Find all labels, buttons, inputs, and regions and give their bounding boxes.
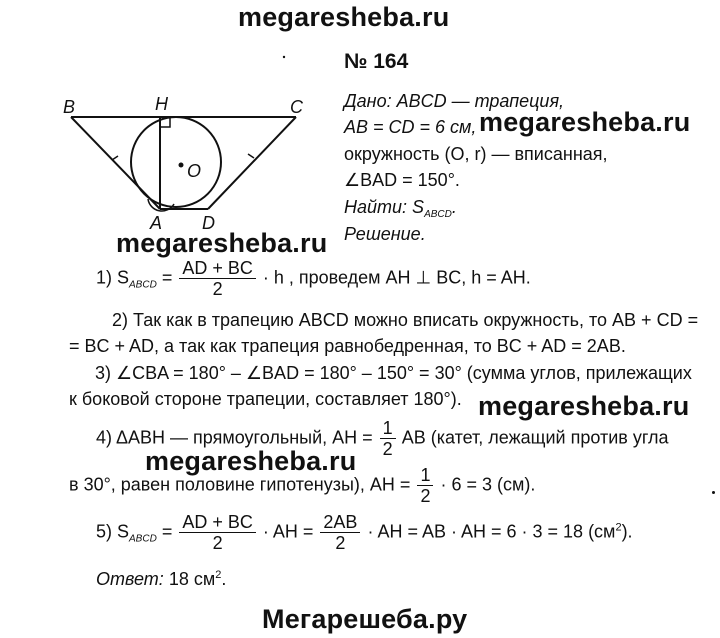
step-5-num-2: 2AB [320,512,360,533]
center-o-point [179,163,184,168]
step-3-line-2: к боковой стороне трапеции, составляет 180°). [69,389,462,409]
label-o: O [187,161,202,181]
find-sub: ABCD [424,209,452,220]
watermark-top: megaresheba.ru [238,2,450,32]
step-2-line-1: 2) Так как в трапецию ABCD можно вписать окружность, то AB + CD = [112,310,699,330]
step-3-line-1: 3) ∠CBA = 180° – ∠BAD = 180° – 150° = 30° (сумма углов, прилежащих [95,363,692,383]
label-c: C [290,97,303,117]
step-5-fraction-2 [320,512,360,553]
problem-number: № 164 [344,50,409,73]
step-5-den-2: 2 [335,533,346,553]
tick-cd [248,154,254,158]
step-4b-head: в 30°, равен половине гипотенузы), AH = [69,474,411,495]
step-5-mid: · AH = [262,521,319,542]
watermark-left-mid: megaresheba.ru [116,228,328,258]
label-b: B [63,97,76,117]
step-1 [96,258,531,299]
speck-dot [283,56,285,58]
step-4-cont [69,465,535,506]
step-4-head: 4) ΔABH — прямоугольный, AH = [96,427,373,448]
step-1-tail: · h , проведем AH ⊥ BC, h = AH. [262,267,531,288]
given-line-3: окружность (O, r) — вписанная, [344,144,608,164]
step-5-sup: 2 [615,521,622,534]
step-1-den: 2 [212,279,223,299]
answer-label: Ответ: [96,569,164,589]
step-5-den-1: 2 [212,533,223,553]
find-label: Найти: [344,197,408,217]
step-5 [96,512,633,553]
step-5-fraction-1 [179,512,256,553]
answer-sup: 2 [215,569,222,581]
watermark-right-mid: megaresheba.ru [479,107,691,137]
step-5-eq: = [156,521,178,542]
trapezoid-figure [0,0,340,240]
given-line-4: ∠BAD = 150°. [344,170,460,190]
step-4b-num: 1 [417,465,433,486]
step-5-prefix: 5) S [96,521,130,542]
step-4-fraction [380,418,396,459]
step-1-fraction [179,258,256,299]
given-line-2: AB = CD = 6 см, [344,117,477,137]
find-line [344,196,457,226]
step-4b-den: 2 [420,486,431,506]
step-4b-tail: · 6 = 3 (см). [440,474,536,495]
label-h: H [155,94,168,114]
step-1-prefix: 1) S [96,267,130,288]
watermark-left-low: megaresheba.ru [145,446,357,476]
watermark-bottom: Мегарешеба.ру [262,604,468,634]
step-4-tail: AB (катет, лежащий против угла [401,427,669,448]
given-line-1: Дано: ABCD — трапеция, [344,91,565,111]
find-value: S [412,197,425,217]
answer-line [96,564,226,590]
inscribed-circle [131,117,221,207]
step-4-den: 2 [382,439,393,459]
answer-end: . [221,569,227,589]
step-1-sub: ABCD [129,279,157,291]
step-5-sub: ABCD [129,533,157,545]
step-5-end: ). [621,521,633,542]
step-4 [96,418,669,459]
step-1-num: AD + BC [179,258,256,279]
step-4-num: 1 [380,418,396,439]
trapezoid-shape [71,117,296,211]
find-end: . [451,197,457,217]
step-5-num-1: AD + BC [179,512,256,533]
tick-ab [112,156,118,160]
step-4b-fraction [417,465,433,506]
answer-value: 18 см [163,569,216,589]
solution-label: Решение. [344,224,426,244]
step-5-tail: · AH = AB · AH = 6 · 3 = 18 (см [367,521,616,542]
step-1-eq: = [156,267,178,288]
label-a: A [150,213,163,233]
watermark-right-low: megaresheba.ru [478,391,690,421]
step-2-line-2: = BC + AD, а так как трапеция равнобедренная, то BC + AD = 2AB. [69,336,626,356]
label-d: D [202,213,215,233]
speck-right [712,491,715,494]
